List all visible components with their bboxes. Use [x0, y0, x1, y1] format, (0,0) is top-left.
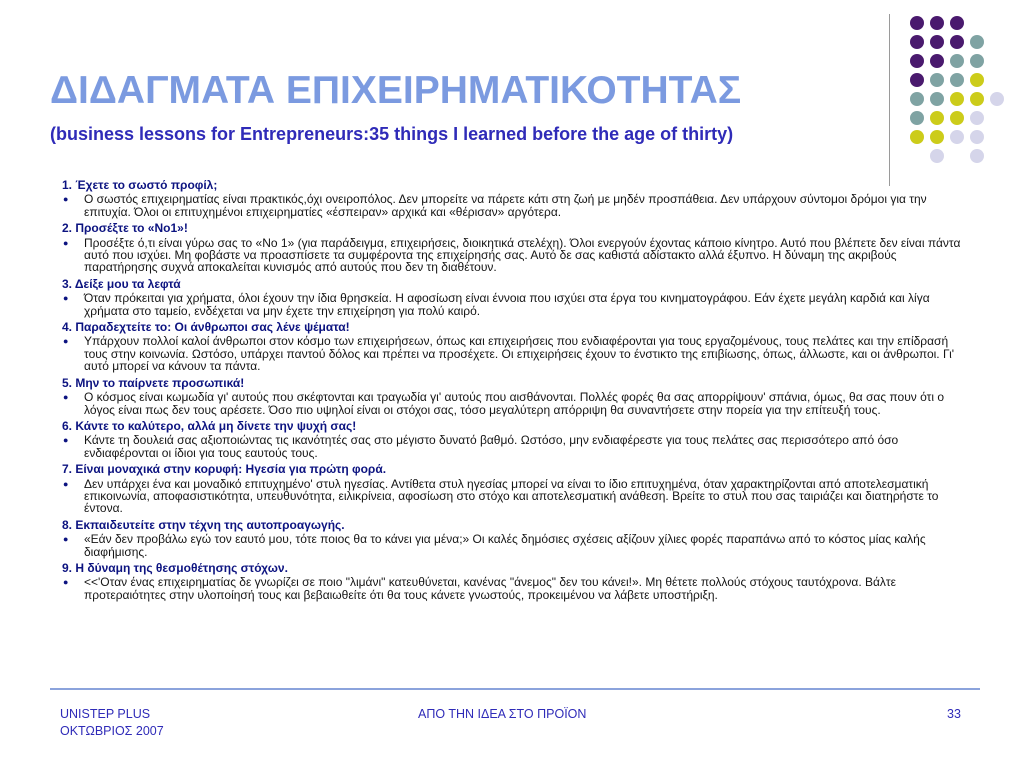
bullet-item	[62, 576, 966, 601]
decorative-dot	[930, 130, 944, 144]
bullet-icon: ●	[63, 435, 69, 446]
footer-date: ΟΚΤΩΒΡΙΟΣ 2007	[60, 724, 164, 738]
section-heading: 1. Έχετε το σωστό προφίλ;	[62, 178, 218, 192]
decorative-dot	[970, 149, 984, 163]
decorative-dot	[930, 35, 944, 49]
decorative-dot	[970, 92, 984, 106]
bullet-item	[62, 292, 966, 317]
footer-organization: UNISTEP PLUS	[60, 707, 151, 721]
section-heading: 4. Παραδεχτείτε το: Οι άνθρωποι σας λένε ψέματα!	[62, 320, 350, 335]
footer-left	[60, 706, 164, 740]
footer-divider	[50, 688, 980, 690]
section-heading: 3. Δείξε μου τα λεφτά	[62, 276, 181, 291]
slide-title: ΔΙΔΑΓΜΑΤΑ ΕΠΙΧΕΙΡΗΜΑΤΙΚΟΤΗΤΑΣ	[50, 69, 742, 112]
bullet-text: «Εάν δεν προβάλω εγώ τον εαυτό μου, τότε ποιος θα το κάνει για μένα;» Οι καλές δημόσιες σχέσεις αξίζουν χίλιες φορές παραπάνω από το κόστος μίας καλής διαφήμισης.	[84, 532, 926, 559]
bullet-item	[62, 533, 966, 558]
bullet-text: Ο σωστός επιχειρηματίας είναι πρακτικός,όχι ονειροπόλος. Δεν μπορείτε να πάρετε κάτι στη ζωή με μηδέν προσπάθεια. Δεν υπάρχουν σύντομοι δρόμοι για την επιτυχία. Όλοι οι επιτυχημένοι επιχειρηματίες «έσπειραν» αρχικά και «θέρισαν» αργότερα.	[84, 192, 927, 219]
decorative-dot	[930, 111, 944, 125]
decorative-dot	[910, 16, 924, 30]
bullet-text: Όταν πρόκειται για χρήματα, όλοι έχουν την ίδια θρησκεία. Η αφοσίωση είναι έννοια που ισχύει στα έργα του κινηματογράφου. Εάν έχετε μεγάλη καρδιά και λίγα χρήματα στο ταμείο, ενδέχεται να μην έχετε την επιχείρηση για πολύ καιρό.	[84, 291, 930, 318]
bullet-icon: ●	[63, 237, 69, 248]
decorative-dot	[950, 35, 964, 49]
section-heading: 8. Εκπαιδευτείτε στην τέχνη της αυτοπροαγωγής.	[62, 517, 345, 532]
bullet-text: Ο κόσμος είναι κωμωδία γι' αυτούς που σκέφτονται και τραγωδία γι' αυτούς που αισθάνονται. Πολλές φορές θα σας απορρίψουν' σπάνια, όμως, θα σας πουν ότι ο λόγος είναι πως δεν τους αρέσετε. Όσο πιο υψηλοί είναι οι στόχοι σας, τόσο μεγαλύτερη απόρριψη θα συναντήσετε στην πορεία για την επίτευξή τους.	[84, 390, 945, 417]
decorative-dot	[950, 16, 964, 30]
bullet-text: Υπάρχουν πολλοί καλοί άνθρωποι στον κόσμο των επιχειρήσεων, όπως και επιχειρήσεις που ενδιαφέρονται για τους εργαζομένους, τους πελάτες και την επίδρασή τους στην κοινωνία. Ωστόσο, υπάρχει παντού δόλος και πρέπει να προσέχετε. Οι επιχειρήσεις έχουν το ένστικτο της επιβίωσης, όπως, άλλωστε, και οι άνθρωποι. Γι' αυτό μπορεί να κάνουν τα πάντα.	[84, 334, 955, 374]
decorative-dot	[930, 92, 944, 106]
bullet-item	[62, 434, 966, 459]
bullet-item	[62, 193, 966, 218]
decorative-dot	[950, 73, 964, 87]
bullet-icon: ●	[63, 194, 69, 205]
bullet-icon: ●	[63, 478, 69, 489]
bullet-item	[62, 478, 966, 515]
bullet-text: Δεν υπάρχει ένα και μοναδικό επιτυχημένο' στυλ ηγεσίας. Αντίθετα στυλ ηγεσίας μπορεί να είναι το ίδιο επιτυχημένα, όταν χαρακτηρίζονται από αποτελεσματική επικοινωνία, αποφασιστικότητα, υπευθυνότητα, ειλικρίνεια, αφοσίωση στο στόχο και αποτελεσματική ανάθεση. Βρείτε το στυλ που σας ταιριάζει και διατηρήστε το έντονα.	[84, 476, 939, 516]
section-heading: 2. Προσέξτε το «Νο1»!	[62, 221, 188, 236]
decorative-dot	[950, 92, 964, 106]
decorative-dot	[910, 54, 924, 68]
decorative-dot	[970, 111, 984, 125]
decorative-dot	[950, 111, 964, 125]
decorative-dot	[910, 35, 924, 49]
footer-center-title: ΑΠΟ ΤΗΝ ΙΔΕΑ ΣΤΟ ΠΡΟΪΟΝ	[418, 707, 587, 721]
slide-subtitle: (business lessons for Entrepreneurs:35 things I learned before the age of thirty)	[50, 124, 734, 144]
title-divider-vertical	[889, 14, 890, 186]
bullet-item	[62, 237, 966, 274]
slide-content	[62, 179, 966, 601]
bullet-icon: ●	[63, 534, 69, 545]
bullet-icon: ●	[63, 336, 69, 347]
decorative-dot	[910, 111, 924, 125]
decorative-dot	[930, 73, 944, 87]
section-heading: 6. Κάντε το καλύτερο, αλλά μη δίνετε την ψυχή σας!	[62, 418, 357, 433]
decorative-dot	[990, 92, 1004, 106]
decorative-dot	[950, 130, 964, 144]
section-heading: 7. Είναι μοναχικά στην κορυφή: Ηγεσία για πρώτη φορά.	[62, 462, 387, 477]
bullet-text: <<'Οταν ένας επιχειρηματίας δε γνωρίζει σε ποιο "λιμάνι" κατευθύνεται, κανένας "άνεμος" δεν του κάνει!». Μη θέτετε πολλούς στόχους ταυτόχρονα. Βάλτε προτεραιότητες στην υλοποίησή τους και βεβαιωθείτε ότι θα τους κάνετε γνωστούς, προκειμένου να λάβετε υποστήριξη.	[84, 575, 897, 602]
decorative-dot	[930, 54, 944, 68]
bullet-text: Προσέξτε ό,τι είναι γύρω σας το «Νο 1» (για παράδειγμα, επιχειρήσεις, διοικητικά στελέχη). Όλοι ενεργούν έχοντας κάποιο κίνητρο. Αυτό που βλέπετε δεν είναι πάντα αυτό που ισχύει. Μη φοβάστε να προασπίσετε τα συμφέροντα της επιχείρησής σας. Αυτό δε σας καθιστά αδίστακτο αλλά έξυπνο. Η δύναμη της ακριβούς παρατήρησης συχνά αποκαλείται κυνισμός από αυτούς που δεν τη διαθέτουν.	[84, 235, 961, 275]
decorative-dot	[970, 54, 984, 68]
bullet-icon: ●	[63, 392, 69, 403]
decorative-dot	[910, 130, 924, 144]
bullet-icon: ●	[63, 577, 69, 588]
page-number: 33	[947, 707, 961, 721]
section-heading: 5. Μην το παίρνετε προσωπικά!	[62, 375, 245, 390]
decorative-dot	[970, 130, 984, 144]
section-heading: 9. Η δύναμη της θεσμοθέτησης στόχων.	[62, 560, 288, 575]
decorative-dot	[910, 73, 924, 87]
bullet-item	[62, 335, 966, 372]
decorative-dot	[970, 35, 984, 49]
bullet-icon: ●	[63, 293, 69, 304]
decorative-dot	[910, 92, 924, 106]
decorative-dot	[930, 149, 944, 163]
bullet-text: Κάντε τη δουλειά σας αξιοποιώντας τις ικανότητές σας στο μέγιστο δυνατό βαθμό. Ωστόσο, μην ενδιαφέρεστε για τους πελάτες σας περισσότερο από όσο ενδιαφέρονται οι ίδιοι για τους εαυτούς τους.	[84, 433, 899, 460]
decorative-dot	[970, 73, 984, 87]
bullet-item	[62, 391, 966, 416]
decorative-dot	[930, 16, 944, 30]
decorative-dot	[950, 54, 964, 68]
